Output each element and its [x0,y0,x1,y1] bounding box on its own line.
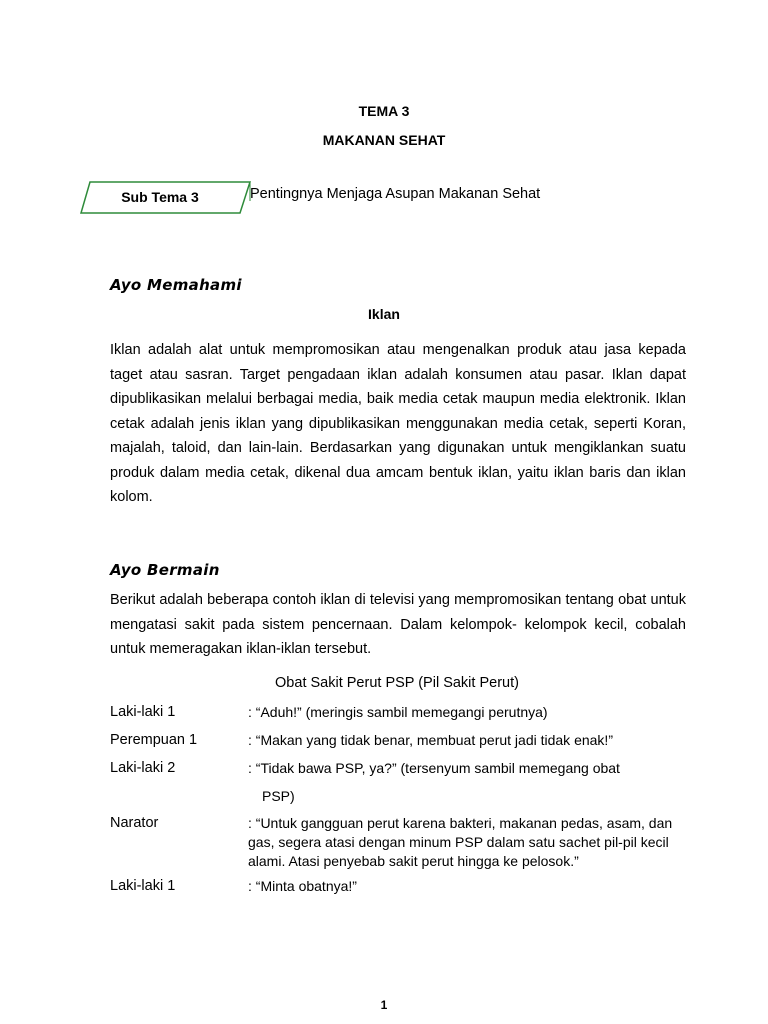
ayo-bermain-heading: Ayo Bermain [110,561,220,579]
tema-title: TEMA 3 [358,103,410,119]
dialogue-line: : “Makan yang tidak benar, membuat perut jadi tidak enak!” [248,732,613,748]
dialogue-role: Laki-laki 1 [110,878,176,894]
dialogue-role: Laki-laki 1 [110,704,176,720]
dialogue-role: Laki-laki 2 [110,760,176,776]
script-title: Obat Sakit Perut PSP (Pil Sakit Perut) [275,675,519,691]
page-number: 1 [380,998,388,1012]
dialogue-line-continuation: PSP) [262,788,295,804]
subject-title: MAKANAN SEHAT [322,132,446,148]
dialogue-line: : “Aduh!” (meringis sambil memegangi perutnya) [248,704,548,720]
bermain-paragraph-text: Berikut adalah beberapa contoh iklan di televisi yang mempromosikan tentang obat untuk mengatasi sakit pada sistem pencernaan. Dalam kelompok- kelompok kecil, cobalah untuk memeragakan iklan-iklan tersebut. [110,592,686,657]
iklan-subheading: Iklan [368,306,400,322]
iklan-paragraph [110,338,686,510]
bermain-paragraph [110,588,686,662]
dialogue-line: : “Minta obatnya!” [248,878,357,894]
ayo-memahami-heading: Ayo Memahami [110,276,242,294]
dialogue-role: Narator [110,815,159,831]
dialogue-line: : “Tidak bawa PSP, ya?” (tersenyum sambil memegang obat [248,760,620,776]
subtema-label: Sub Tema 3 [121,189,199,205]
dialogue-role: Perempuan 1 [110,732,198,748]
iklan-paragraph-text: Iklan adalah alat untuk mempromosikan atau mengenalkan produk atau jasa kepada taget atau sasran. Target pengadaan iklan adalah konsumen atau pasar. Iklan dapat dipublikasikan melalui berbagai media, baik media cetak maupun media elektronik. Iklan cetak adalah jenis iklan yang dipublikasikan menggunakan media cetak, seperti Koran, majalah, taloid, dan lain-lain. Berdasarkan yang digunakan untuk mengiklankan suatu produk dalam media cetak, dikenal dua amcam bentuk iklan, yaitu iklan baris dan iklan kolom. [110,342,686,505]
subtema-badge [80,181,252,214]
subtema-title: Pentingnya Menjaga Asupan Makanan Sehat [250,186,541,202]
dialogue-line-narrator: : “Untuk gangguan perut karena bakteri, makanan pedas, asam, dan gas, segera atasi dengan minum PSP dalam satu sachet pil-pil kecil alami. Atasi penyebab sakit perut hingga ke pelosok.” [248,815,673,869]
